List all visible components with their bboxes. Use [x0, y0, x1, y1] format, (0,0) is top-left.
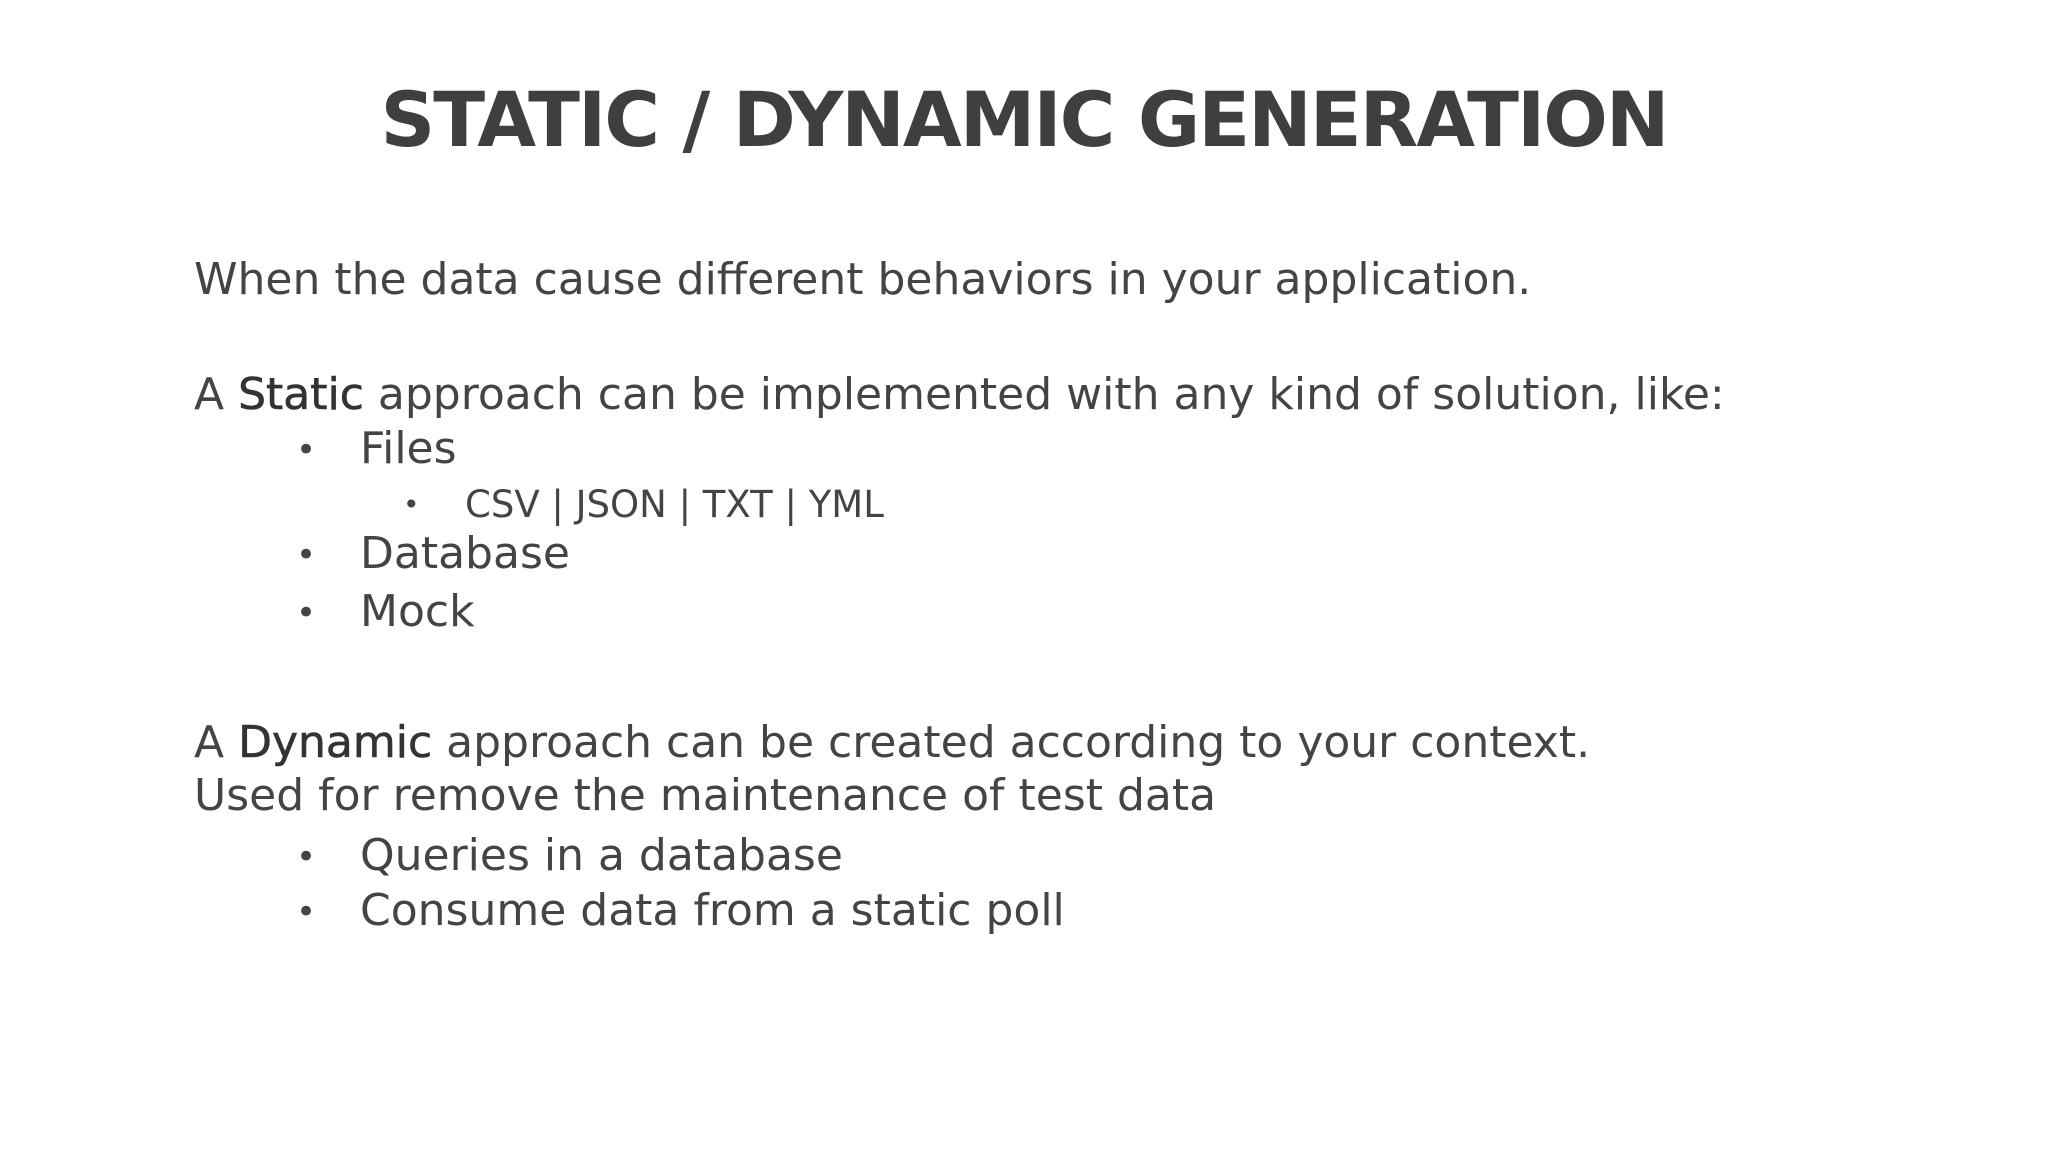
bullet-icon: •: [296, 892, 317, 932]
bullet-icon: •: [296, 535, 317, 575]
static-keyword: Static: [238, 369, 364, 420]
static-suffix: approach can be implemented with any kind of solution, like:: [363, 369, 1725, 420]
list-item-label: Files: [360, 423, 457, 474]
dynamic-description: Used for remove the maintenance of test data: [194, 770, 1217, 821]
list-item-label: Database: [360, 528, 570, 579]
dynamic-prefix: A: [194, 717, 239, 768]
bullet-icon: •: [403, 488, 420, 521]
sub-list-item-label: CSV | JSON | TXT | YML: [465, 483, 884, 526]
dynamic-heading: [194, 717, 1591, 768]
static-heading: [194, 369, 1725, 420]
list-item-label: Queries in a database: [360, 830, 843, 881]
list-item-label: Consume data from a static poll: [360, 885, 1065, 936]
bullet-icon: •: [296, 430, 317, 470]
bullet-icon: •: [296, 837, 317, 877]
list-item-label: Mock: [360, 586, 475, 637]
dynamic-keyword: Dynamic: [238, 717, 433, 768]
dynamic-suffix: approach can be created according to your context.: [432, 717, 1591, 768]
slide-title: STATIC / DYNAMIC GENERATION: [380, 75, 1668, 164]
intro-text: When the data cause different behaviors in your application.: [194, 254, 1532, 305]
bullet-icon: •: [296, 593, 317, 633]
static-prefix: A: [194, 369, 239, 420]
